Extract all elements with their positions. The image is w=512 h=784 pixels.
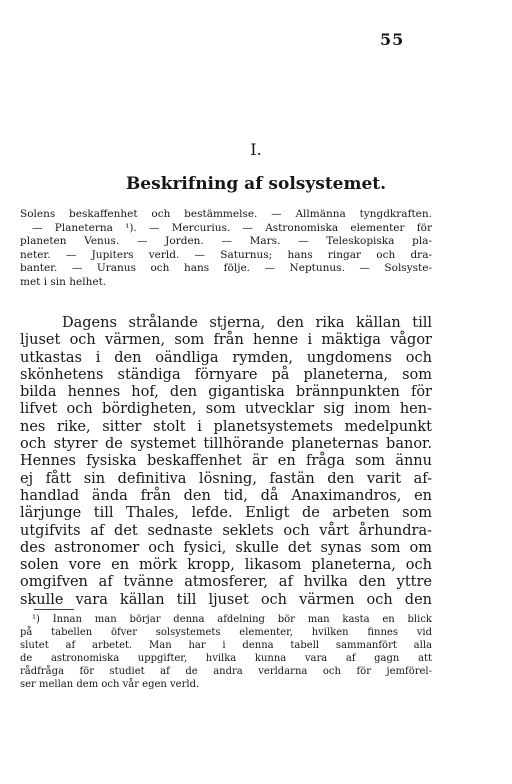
chapter-title: Beskrifning af solsystemet. [125,174,387,194]
body-line: skulle vara källan till ljuset och värmen och den [20,591,432,608]
footnote [20,613,432,691]
summary-line: met i sin helhet. [20,275,107,288]
footnote-line: ¹) Innan man börjar denna afdelning bör man kasta en blick [32,614,432,625]
body-line: solen vore en mörk kropp, likasom planeterna, och [20,557,432,574]
body-line: omgifven af tvänne atmosferer, af hvilka den yttre [20,574,432,591]
body-paragraph [20,315,432,609]
chapter-summary [20,208,432,290]
body-line: lifvet och bördigheten, som utvecklar sig inom hen- [20,401,432,418]
body-line: utgifvits af det sednaste seklets och vårt århundra- [20,522,432,539]
summary-line: banter. — Uranus och hans följe. — Neptunus. — Solsyste- [20,262,432,275]
body-line: och styrer de systemet tillhörande planeternas banor. [20,436,432,453]
summary-line: Solens beskaffenhet och bestämmelse. — Allmänna tyngdkraften. [20,208,432,220]
body-line: ljuset och värmen, som från henne i mäktiga vågor [20,332,432,349]
body-line: utkastas i den oändliga rymden, ungdomens och [20,349,432,366]
footnote-line: slutet af arbetet. Man har i denna tabell sammanfört alla [20,640,432,651]
chapter-number: I. [250,140,262,159]
body-line: bilda hennes hof, den gigantiska brännpunkten för [20,384,432,401]
footnote-line: på tabellen öfver solsystemets elementer, hvilken finnes vid [20,627,432,638]
body-line: lärjunge till Thales, lefde. Enligt de arbeten som [20,505,432,522]
summary-line: — Planeterna ¹). — Mercurius. — Astronomiska elementer för [32,221,432,234]
body-line: Dagens strålande stjerna, den rika källan till [62,315,432,331]
body-line: ej fått sin definitiva lösning, fastän den varit af- [20,470,432,487]
footnote-line: de astronomiska uppgifter, hvilka kunna vara af gagn att [20,653,432,664]
body-line: nes rike, sitter stolt i planetsystemets medelpunkt [20,418,432,435]
body-line: Hennes fysiska beskaffenhet är en fråga som ännu [20,453,432,470]
body-line: des astronomer och fysici, skulle det synas som om [20,539,432,556]
page-number: 55 [380,30,405,49]
summary-line: planeten Venus. — Jorden. — Mars. — Teleskopiska pla- [20,235,432,248]
footnote-line: ser mellan dem och vår egen verld. [20,679,200,690]
footnote-line: rådfråga för studiet af de andra verldarna och för jemförel- [20,666,432,677]
body-line: handlad ända från den tid, då Anaximandros, en [20,487,432,504]
body-line: skönhetens ständiga förnyare på planeterna, som [20,366,432,383]
footnote-rule [34,609,74,610]
summary-line: neter. — Jupiters verld. — Saturnus; hans ringar och dra- [20,248,432,261]
